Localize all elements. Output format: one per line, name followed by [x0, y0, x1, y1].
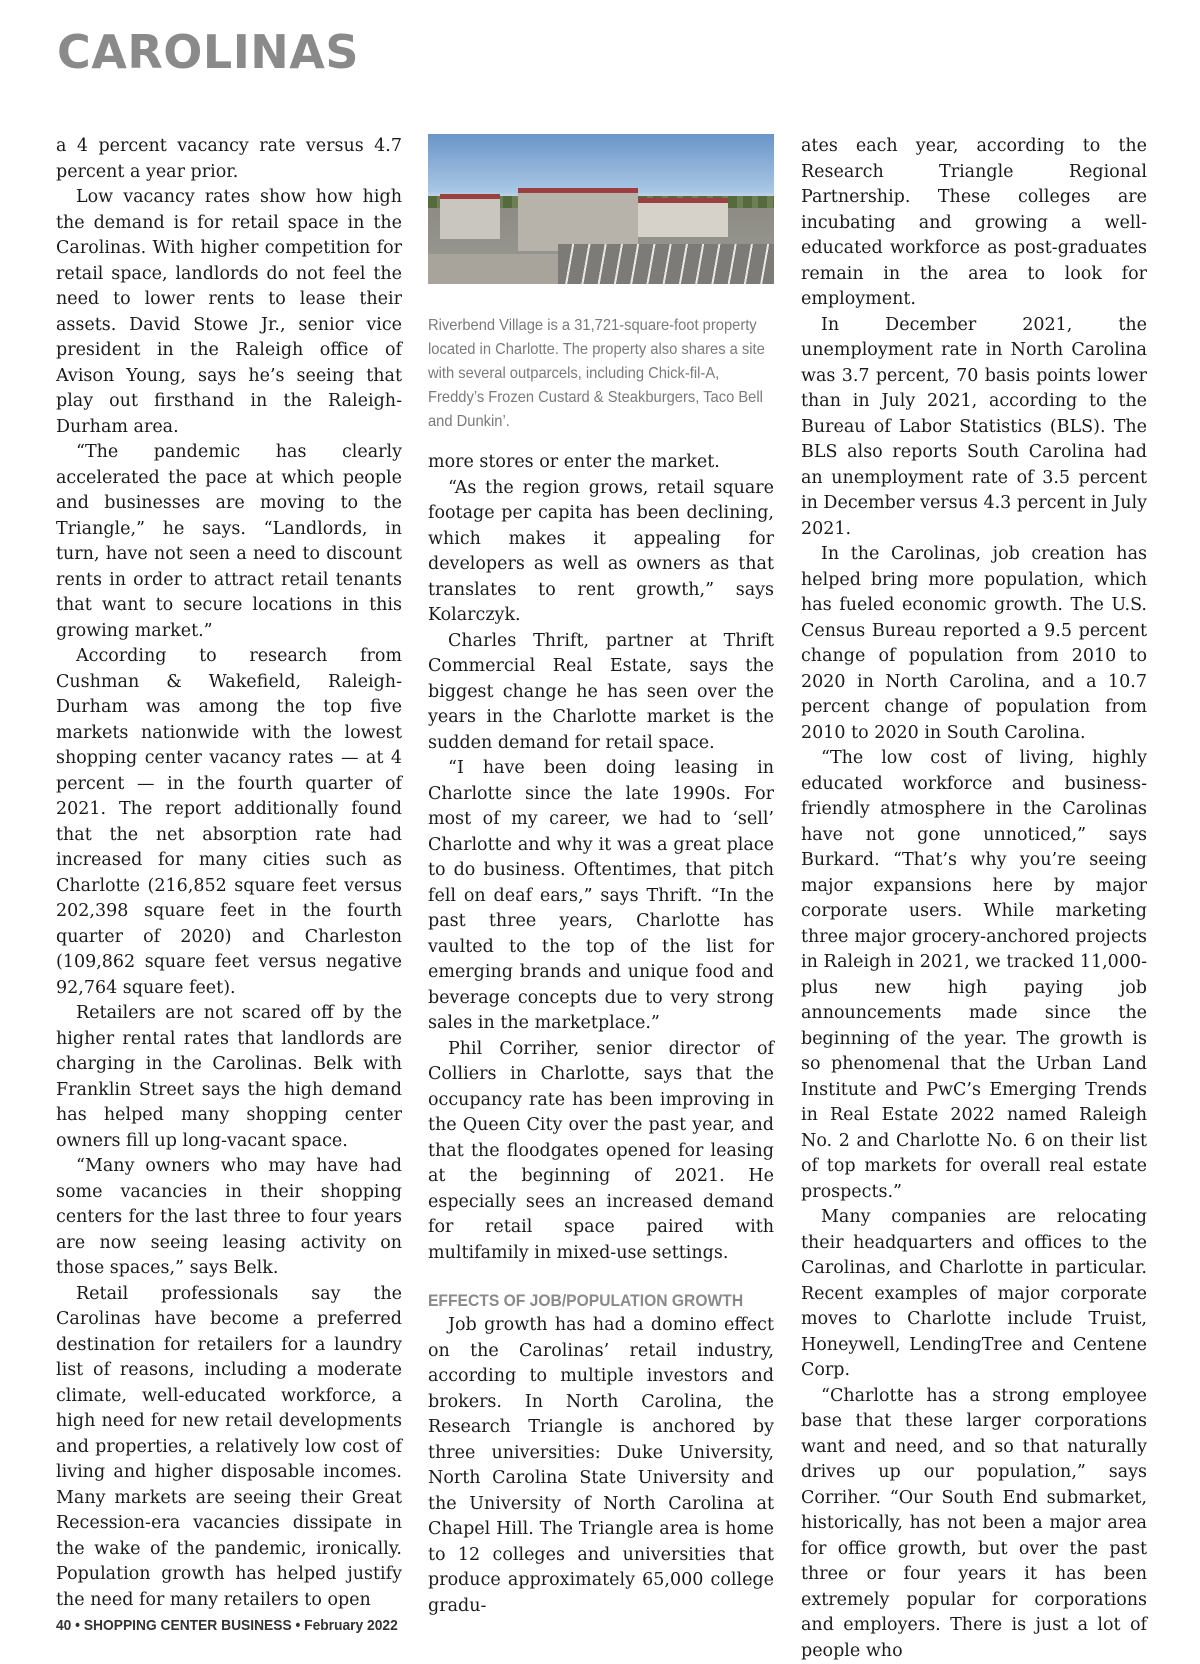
photo-building — [440, 194, 500, 239]
paragraph: ates each year, according to the Research Triangle Regional Partnership. These colleges are incubating and growing a well-educated workforce as post-graduates remain in the area to look for employment. — [801, 134, 1147, 313]
photo-caption: Riverbend Village is a 31,721-square-foot property located in Charlotte. The property also shares a site with several outparcels, including Chick-fil-A, Freddy’s Frozen Custard & Steakburgers, Taco Bell and Dunkin’. — [428, 314, 774, 434]
paragraph: Phil Corriher, senior director of Colliers in Charlotte, says that the occupancy rate has been improving in the Queen City over the past year, and that the floodgates opened for leasing at the beginning of 2021. He especially sees an increased demand for retail space paired with multifamily in mixed-use settings. — [428, 1037, 774, 1267]
paragraph: “I have been doing leasing in Charlotte since the late 1990s. For most of my career, we had to ‘sell’ Charlotte and why it was a great place to do business. Oftentimes, that pitch fell on deaf ears,” says Thrift. “In the past three years, Charlotte has vaulted to the top of the list for emerging brands and unique food and beverage concepts due to very strong sales in the marketplace.” — [428, 756, 774, 1037]
paragraph: Charles Thrift, partner at Thrift Commercial Real Estate, says the biggest change he has seen over the years in the Charlotte market is the sudden demand for retail space. — [428, 629, 774, 757]
subhead: EFFECTS OF JOB/POPULATION GROWTH — [428, 1288, 746, 1313]
photo-building — [638, 198, 728, 237]
article-column-2 — [428, 134, 774, 1619]
page-folio: 40 • SHOPPING CENTER BUSINESS • February 2022 — [56, 1617, 398, 1634]
paragraph: a 4 percent vacancy rate versus 4.7 percent a year prior. — [56, 134, 402, 185]
paragraph: In the Carolinas, job creation has helped bring more population, which has fueled economic growth. The U.S. Census Bureau reported a 9.5 percent change of population from 2010 to 2020 in North Carolina, and a 10.7 percent change of population from 2010 to 2020 in South Carolina. — [801, 542, 1147, 746]
paragraph: In December 2021, the unemployment rate in North Carolina was 3.7 percent, 70 basis points lower than in July 2021, according to the Bureau of Labor Statistics (BLS). The BLS also reports South Carolina had an unemployment rate of 3.5 percent in December versus 4.3 percent in July 2021. — [801, 313, 1147, 543]
riverbend-village-photo — [428, 134, 774, 284]
paragraph: Retail professionals say the Carolinas have become a preferred destination for retailers for a laundry list of reasons, including a moderate climate, well-educated workforce, a high need for new retail developments and properties, a relatively low cost of living and higher disposable incomes. Many markets are seeing their Great Recession-era vacancies dissipate in the wake of the pandemic, ironically. Population growth has helped justify the need for many retailers to open — [56, 1282, 402, 1614]
paragraph: According to research from Cushman & Wakefield, Raleigh-Durham was among the top five markets nationwide with the lowest shopping center vacancy rates — at 4 percent — in the fourth quarter of 2021. The report additionally found that the net absorption rate had increased for many cities such as Charlotte (216,852 square feet versus 202,398 square feet in the fourth quarter of 2020) and Charleston (109,862 square feet versus negative 92,764 square feet). — [56, 644, 402, 1001]
photo-parking-lot — [558, 244, 774, 284]
article-column-3 — [801, 134, 1147, 1664]
section-title: CAROLINAS — [57, 24, 359, 80]
paragraph: “The low cost of living, highly educated workforce and business-friendly atmosphere in the Carolinas have not gone unnoticed,” says Burkard. “That’s why you’re seeing major expansions here by major corporate users. While marketing three major grocery-anchored projects in Raleigh in 2021, we tracked 11,000-plus new high paying job announcements made since the beginning of the year. The growth is so phenomenal that the Urban Land Institute and PwC’s Emerging Trends in Real Estate 2022 named Raleigh No. 2 and Charlotte No. 6 on their list of top markets for overall real estate prospects.” — [801, 746, 1147, 1205]
paragraph: “The pandemic has clearly accelerated the pace at which people and businesses are moving to the Triangle,” he says. “Landlords, in turn, have not seen a need to discount rents in order to attract retail tenants that want to secure locations in this growing market.” — [56, 440, 402, 644]
paragraph: “Many owners who may have had some vacancies in their shopping centers for the last three to four years are now seeing leasing activity on those spaces,” says Belk. — [56, 1154, 402, 1282]
photo-building — [518, 188, 638, 251]
paragraph: Retailers are not scared off by the higher rental rates that landlords are charging in the Carolinas. Belk with Franklin Street says the high demand has helped many shopping center owners fill up long-vacant space. — [56, 1001, 402, 1154]
paragraph: Job growth has had a domino effect on the Carolinas’ retail industry, according to multiple investors and brokers. In North Carolina, the Research Triangle is anchored by three universities: Duke University, North Carolina State University and the University of North Carolina at Chapel Hill. The Triangle area is home to 12 colleges and universities that produce approximately 65,000 college gradu- — [428, 1313, 774, 1619]
article-column-1 — [56, 134, 402, 1613]
paragraph: more stores or enter the market. — [428, 450, 774, 476]
paragraph: “As the region grows, retail square footage per capita has been declining, which makes it appealing for developers as well as owners as that translates to rent growth,” says Kolarczyk. — [428, 476, 774, 629]
paragraph: Many companies are relocating their headquarters and offices to the Carolinas, and Charlotte in particular. Recent examples of major corporate moves to Charlotte include Truist, Honeywell, LendingTree and Centene Corp. — [801, 1205, 1147, 1384]
paragraph: Low vacancy rates show how high the demand is for retail space in the Carolinas. With higher competition for retail space, landlords do not feel the need to lower rents to lease their assets. David Stowe Jr., senior vice president in the Raleigh office of Avison Young, says he’s seeing that play out firsthand in the Raleigh-Durham area. — [56, 185, 402, 440]
paragraph: “Charlotte has a strong employee base that these larger corporations want and need, and so that naturally drives up our population,” says Corriher. “Our South End submarket, historically, has not been a major area for office growth, but over the past three or four years it has been extremely popular for corporations and employers. There is just a lot of people who — [801, 1384, 1147, 1664]
photo-road — [428, 254, 568, 284]
